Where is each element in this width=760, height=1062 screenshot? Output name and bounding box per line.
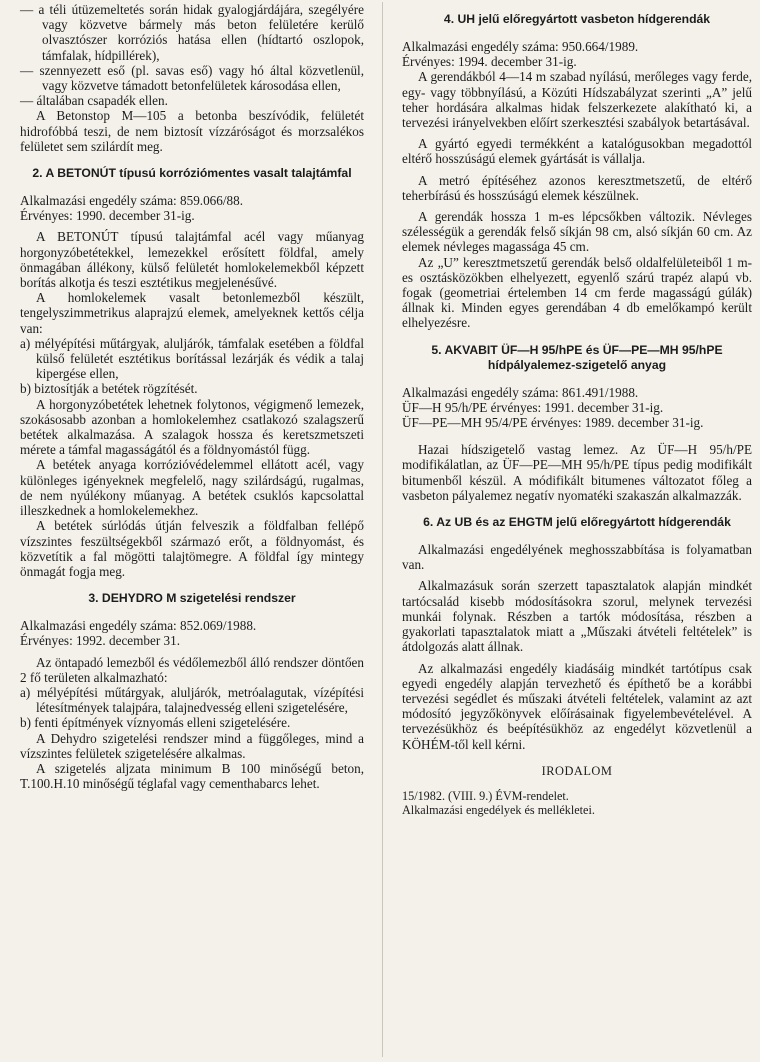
section-5-validity: ÜF—H 95/h/PE érvényes: 1991. december 31-ig. [402, 399, 664, 415]
section-3-heading: 3. DEHYDRO M szigetelési rendszer [88, 591, 296, 606]
section-3-license: Alkalmazási engedély száma: 852.069/1988. [20, 618, 257, 634]
body-paragraph: A gerendák hossza 1 m-es lépcsőkben változik. Névleges szélességük a gerendák felső síkján 98 cm, alsó síkján 60 cm. Az elemek névleges magassága 45 cm. [402, 209, 752, 255]
section-5-license: Alkalmazási engedély száma: 861.491/1988. [402, 384, 639, 400]
body-paragraph: A gyártó egyedi termékként a katalógusokban megadottól eltérő hosszúságú elemek gyártását is vállalja. [402, 136, 752, 167]
body-paragraph: A BETONÚT típusú talajtámfal acél vagy műanyag horgonyzóbetétekkel, lemezekkel erősített földfal, amely önmagában állékony, külső felületét homlokelemekből képzett borítás alkotja és teszi esztétikus megjelenésűvé. [20, 229, 364, 291]
column-divider [382, 2, 383, 1057]
section-2-license: Alkalmazási engedély száma: 859.066/88. [20, 193, 244, 209]
intro-item: — szennyezett eső (pl. savas eső) vagy hó által közvetlenül, vagy közvetve támadott betonfelületek károsodása ellen, [20, 62, 364, 94]
references-heading: IRODALOM [541, 763, 613, 778]
section-3-validity: Érvényes: 1992. december 31. [20, 633, 181, 649]
section-6-heading: 6. Az UB és az EHGTM jelű előregyártott hídgerendák [423, 515, 731, 530]
intro-item: — általában csapadék ellen. [20, 93, 168, 109]
section-2-validity: Érvényes: 1990. december 31-ig. [20, 208, 195, 224]
intro-item: — a téli útüzemeltetés során hidak gyalogjárdájára, szegélyére vagy közvetve bármely más beton felületére kerülő olvasztószer korróziós hatása ellen (hídtartó oszlopok, támfalak, hídpillérek), [20, 2, 364, 63]
body-paragraph: A horgonyzóbetétek lehetnek folytonos, végigmenő lemezek, szokásosabb azonban a homlokelemhez csatlakozó szalagszerű betétek alkalmazása. A szalagok hossza és keretszmetszeti mérete a támfal magasságától és a földnyomástól függ. [20, 396, 364, 458]
body-paragraph: Hazai hídszigetelő vastag lemez. Az ÜF—H 95/h/PE modifikálatlan, az ÜF—PE—MH 95/h/PE típus pedig modifikált bitumenből készül. A módifikált bitumenes változatot főleg a vasbeton pályalemez negatív nyomatéki szakaszán alkalmazzák. [402, 442, 752, 503]
section-5-validity: ÜF—PE—MH 95/4/PE érvényes: 1989. december 31-ig. [402, 415, 704, 431]
body-paragraph: Az öntapadó lemezből és védőlemezből álló rendszer döntően 2 fő területen alkalmazható: [20, 654, 364, 685]
left-column [20, 2, 364, 791]
body-paragraph: A gerendákból 4—14 m szabad nyílású, merőleges vagy ferde, egy- vagy többnyílású, a Közúti Hídszabályzat szerinti „A” jelű teher hordására alkalmas hidak felszerkezete alakítható ki, a tervezési irányelvekben előírt szerkesztési szabályok betartásával. [402, 69, 752, 131]
reference-item: 15/1982. (VIII. 9.) ÉVM-rendelet. [402, 788, 569, 803]
section-5-heading: 5. AKVABIT ÜF—H 95/hPE és ÜF—PE—MH 95/hPE hídpályalemez-szigetelő anyag [431, 342, 723, 372]
reference-item: Alkalmazási engedélyek és mellékletei. [402, 803, 595, 818]
list-item: a) mélyépítési műtárgyak, aluljárók, támfalak esetében a földfal külső felületét esztétikus borítással lezárják és védik a talaj kipergése ellen, [20, 335, 364, 382]
body-paragraph: Alkalmazási engedélyének meghosszabbítása is folyamatban van. [402, 542, 752, 573]
body-paragraph: A homlokelemek vasalt betonlemezből készült, tengelyszimmetrikus alaprajzú elemek, amelyeknek kettős célja van: [20, 290, 364, 336]
list-item: b) biztosítják a betétek rögzítését. [20, 381, 198, 397]
body-paragraph: Az „U” keresztmetszetű gerendák belső oldalfelületeiből 1 m-es osztásközökben elhelyezett, egyenlő szárú trapéz alapú vb. fogak (geometriai értelemben 14 cm ferde magasságú gúlák) állnak ki. Minden egyes gerendában 4 db emelőkampó került elhelyezésre. [402, 254, 752, 331]
body-paragraph: Alkalmazásuk során szerzett tapasztalatok alapján mindkét tartócsalád kisebb módosításokra szorul, melynek tervezési munkái folynak. Részben a tartók módosítása, részben a gyakorlati tapasztalatok miatt a „Műszaki átvételi feltételek” is átdolgozás alatt állnak. [402, 578, 752, 655]
section-2-heading: 2. A BETONÚT típusú korróziómentes vasalt talajtámfal [32, 166, 352, 181]
intro-paragraph: A Betonstop M—105 a betonba beszívódik, felületét hidrofóbbá teszi, de nem biztosít vízzáróságot és morzsalékos felületet sem szilárdít meg. [20, 108, 364, 154]
body-paragraph: Az alkalmazási engedély kiadásáig mindkét tartótípus csak egyedi engedély alapján tervezhető és építhető be a korábbi tervezési segédlet és műszaki átvételi feltételek, valamint az azt módosító jegyzőkönyvek előírásainak figyelembevételével. A tervezésükhöz és beépítésükhöz az engedélyt közvetlenül a KÖHÉM-től kell kérni. [402, 660, 752, 752]
list-item: a) mélyépítési műtárgyak, aluljárók, metróalagutak, vízépítési létesítmények talajpára, talajnedvesség elleni szigetelésére, [20, 684, 364, 716]
section-4-validity: Érvényes: 1994. december 31-ig. [402, 54, 577, 70]
section-4-license: Alkalmazási engedély száma: 950.664/1989. [402, 39, 639, 54]
right-column [402, 2, 752, 818]
body-paragraph: A szigetelés aljzata minimum B 100 minőségű beton, T.100.H.10 minőségű téglafal vagy cementhabarcs lehet. [20, 760, 364, 792]
body-paragraph: A betétek súrlódás útján felveszik a földfalban fellépő vízszintes feszültségekből származó erőt, a földnyomást, és közvetítik a fal mögötti talajtömegre. A földfal így mintegy önmagát fogja meg. [20, 518, 364, 579]
section-4-heading: 4. UH jelű előregyártott vasbeton hídgerendák [443, 12, 711, 26]
body-paragraph: A Dehydro szigetelési rendszer mind a függőleges, mind a vízszintes felületek szigetelésére alkalmas. [20, 730, 364, 761]
body-paragraph: A metró építéséhez azonos keresztmetszetű, de eltérő teherbírású és hosszúságú elemek készülnek. [402, 172, 752, 203]
body-paragraph: A betétek anyaga korrózióvédelemmel ellátott acél, vagy különleges igényeknek megfelelő, nagy szilárdságú, rugalmas, de nem nyúlékony műanyag. A betétek csuklós kapcsolattal illeszkednek a homlokelemekhez. [20, 457, 364, 519]
list-item: b) fenti építmények víznyomás elleni szigetelésére. [20, 715, 291, 731]
